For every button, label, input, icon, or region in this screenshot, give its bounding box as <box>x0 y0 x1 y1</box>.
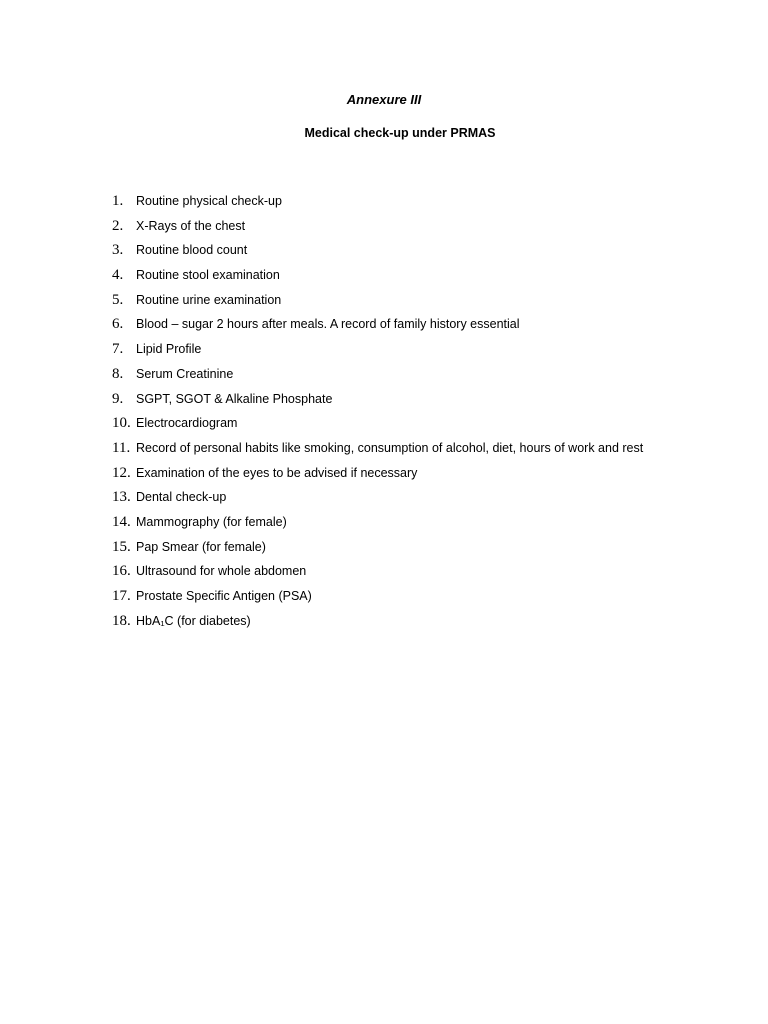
item-text: Routine stool examination <box>136 268 280 283</box>
item-text: Ultrasound for whole abdomen <box>136 564 307 579</box>
list-item <box>112 290 643 315</box>
item-text: Mammography (for female) <box>136 514 287 529</box>
item-number: 9. <box>112 390 124 407</box>
item-text: Routine urine examination <box>136 292 282 307</box>
item-text: Routine blood count <box>136 243 248 258</box>
list-item <box>112 191 643 216</box>
checkup-list <box>112 191 643 635</box>
item-number: 16. <box>112 563 131 580</box>
item-number: 17. <box>112 588 131 604</box>
list-item <box>112 265 643 290</box>
list-item <box>112 561 643 586</box>
list-item <box>112 487 643 512</box>
item-text: Lipid Profile <box>136 342 202 357</box>
item-number: 8. <box>112 365 124 382</box>
annex-title: Annexure III <box>346 92 422 107</box>
item-number: 5. <box>112 291 124 308</box>
item-number: 1. <box>112 193 124 209</box>
list-item <box>112 463 643 488</box>
item-number: 2. <box>112 217 124 234</box>
page-title: Medical check-up under PRMAS <box>304 126 496 140</box>
list-item <box>112 364 643 389</box>
item-number: 11. <box>112 439 131 456</box>
item-number: 7. <box>112 341 124 358</box>
item-text: Electrocardiogram <box>136 416 238 431</box>
list-item <box>112 240 643 265</box>
list-item <box>112 339 643 364</box>
item-text: Pap Smear (for female) <box>136 539 266 554</box>
item-number: 10. <box>112 415 131 432</box>
item-text: HbA₁C (for diabetes) <box>136 613 251 628</box>
item-number: 15. <box>112 538 131 555</box>
item-text: Blood – sugar 2 hours after meals. A record of family history essential <box>136 317 520 332</box>
list-item <box>112 389 643 414</box>
item-number: 3. <box>112 242 124 259</box>
item-number: 18. <box>112 612 131 629</box>
list-item <box>112 512 643 537</box>
item-text: Routine physical check-up <box>136 194 282 208</box>
item-text: Serum Creatinine <box>136 366 234 381</box>
list-item <box>112 438 643 463</box>
item-text: Examination of the eyes to be advised if necessary <box>136 465 418 480</box>
item-text: Prostate Specific Antigen (PSA) <box>136 589 312 603</box>
item-text: Record of personal habits like smoking, consumption of alcohol, diet, hours of work and rest <box>136 440 644 455</box>
list-item <box>112 216 643 241</box>
item-text: Dental check-up <box>136 490 227 505</box>
list-item <box>112 611 643 636</box>
list-item <box>112 314 643 339</box>
item-number: 12. <box>112 464 131 481</box>
item-number: 4. <box>112 267 124 284</box>
item-text: SGPT, SGOT & Alkaline Phosphate <box>136 391 333 406</box>
list-item <box>112 586 643 611</box>
list-item <box>112 413 643 438</box>
item-number: 13. <box>112 489 131 506</box>
item-number: 14. <box>112 513 131 530</box>
item-number: 6. <box>112 316 124 333</box>
item-text: X-Rays of the chest <box>136 218 246 233</box>
list-item <box>112 537 643 562</box>
